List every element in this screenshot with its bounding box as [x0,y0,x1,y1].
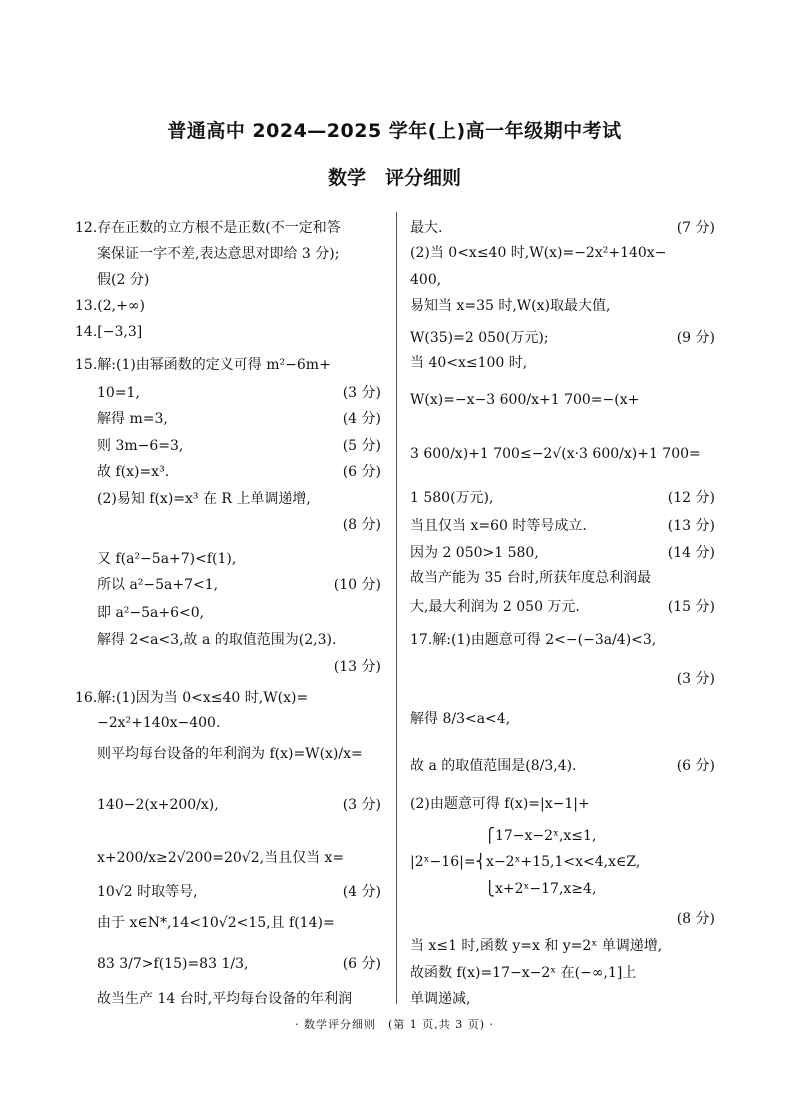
line-text: 又 f(a²−5a+7)<f(1), [97,551,237,567]
score-points: (7 分) [676,220,715,236]
text-line [410,328,715,348]
text-line [410,963,715,983]
line-text: x+200/x≥2√200=20√2,当且仅当 x= [97,850,345,866]
text-line [75,355,381,375]
text-line [75,218,381,238]
score-points: (6 分) [342,956,381,972]
text-line [75,848,381,868]
text-line [75,630,381,650]
line-text: 10√2 时取等号, [97,884,198,900]
text-line [75,688,381,708]
text-line [75,882,381,902]
text-line [410,989,715,1009]
line-text: 16.解:(1)因为当 0<x≤40 时,W(x)= [75,690,309,706]
line-text: 则 3m−6=3, [97,438,184,454]
text-line [410,568,715,588]
score-points: (8 分) [342,517,381,533]
line-text: 10=1, [97,385,140,401]
text-line [75,913,381,933]
line-text: 83 3/7>f(15)=83 1/3, [97,956,249,972]
text-line [75,744,381,764]
line-text: 假(2 分) [97,272,150,288]
text-line [75,989,381,1009]
line-text: 17.解:(1)由题意可得 2<−(−3a/4)<3, [410,632,657,648]
line-text: (2)由题意可得 f(x)=|x−1|+ [410,796,590,812]
text-line [75,549,381,569]
line-text: W(x)=−x−3 600/x+1 700=−(x+ [410,392,640,408]
score-points: (9 分) [676,330,715,346]
score-points: (8 分) [676,911,715,927]
text-line [75,603,381,623]
line-text: 3 600/x)+1 700≤−2√(x·3 600/x)+1 700= [410,446,701,462]
line-text: ⎧17−x−2ˣ,x≤1, [410,828,597,844]
text-line [410,709,715,729]
line-text: 1 580(万元), [410,490,494,506]
line-text: 解得 8/3<a<4, [410,711,511,727]
text-line [75,575,381,595]
text-line [75,409,381,429]
line-text: 单调递减, [410,991,471,1007]
score-points: (13 分) [333,659,381,675]
line-text: 12.存在正数的立方根不是正数(不一定和答 [75,220,341,236]
text-line [75,713,381,733]
page-title: 普通高中 2024—2025 学年(上)高一年级期中考试 [167,120,622,142]
text-line [410,852,715,872]
line-text: −2x²+140x−400. [97,715,221,731]
line-text: 故当生产 14 台时,平均每台设备的年利润 [97,991,353,1007]
line-text: 14.[−3,3] [75,324,143,340]
text-line [410,296,715,316]
line-text: 即 a²−5a+6<0, [97,605,205,621]
page-footer: · 数学评分细则 (第 1 页,共 3 页) · [294,1018,495,1031]
line-text: 故函数 f(x)=17−x−2ˣ 在(−∞,1]上 [410,965,637,981]
score-points: (15 分) [667,599,715,615]
score-points: (4 分) [342,411,381,427]
text-line [75,954,381,974]
line-text: 当 40<x≤100 时, [410,355,528,371]
line-text: W(35)=2 050(万元); [410,330,549,346]
score-points: (5 分) [342,438,381,454]
text-line [410,597,715,617]
score-points: (3 分) [342,385,381,401]
line-text: 13.(2,+∞) [75,298,145,314]
line-text: 140−2(x+200/x), [97,797,219,813]
text-line [410,756,715,776]
line-text: 故 f(x)=x³. [97,464,170,480]
text-line [410,630,715,650]
line-text: ⎩x+2ˣ−17,x≥4, [410,881,597,897]
line-text: 大,最大利润为 2 050 万元. [410,599,580,615]
line-text: 案保证一字不差,表达意思对即给 3 分); [97,246,340,262]
line-text: 所以 a²−5a+7<1, [97,577,219,593]
score-points: (10 分) [333,577,381,593]
score-points: (3 分) [676,671,715,687]
line-text: 当 x≤1 时,函数 y=x 和 y=2ˣ 单调递增, [410,938,663,954]
text-line [75,296,381,316]
line-text: 易知当 x=35 时,W(x)取最大值, [410,298,611,314]
text-line [75,270,381,290]
text-line [75,795,381,815]
text-line [410,390,715,410]
text-line [410,243,715,263]
text-line [410,794,715,814]
line-text: |2ˣ−16|=⎨x−2ˣ+15,1<x<4,x∈Z, [410,854,641,870]
line-text: 当且仅当 x=60 时等号成立. [410,518,587,534]
line-text: 解得 m=3, [97,411,168,427]
text-line [410,516,715,536]
text-line [410,543,715,563]
score-points: (3 分) [342,797,381,813]
score-points: (4 分) [342,884,381,900]
text-line [410,879,715,899]
line-text: (2)当 0<x≤40 时,W(x)=−2x²+140x− [410,245,667,261]
line-text: 由于 x∈N*,14<10√2<15,且 f(14)= [97,915,335,931]
line-text: 故 a 的取值范围是(8/3,4). [410,758,577,774]
score-points: (14 分) [667,545,715,561]
text-line [75,383,381,403]
text-line [410,936,715,956]
text-line [410,218,715,238]
line-text: 400, [410,272,442,288]
line-text: (2)易知 f(x)=x³ 在 R 上单调递增, [97,491,311,507]
page-subtitle: 数学 评分细则 [327,167,461,189]
line-text: 因为 2 050>1 580, [410,545,539,561]
text-line [410,444,715,464]
score-points: (6 分) [342,464,381,480]
line-text: 故当产能为 35 台时,所获年度总利润最 [410,570,652,586]
text-line [75,436,381,456]
text-line [75,489,381,509]
text-line [410,826,715,846]
score-points: (6 分) [676,758,715,774]
line-text: 15.解:(1)由幂函数的定义可得 m²−6m+ [75,357,331,373]
column-divider [396,212,397,1004]
text-line [75,322,381,342]
text-line [410,270,715,290]
text-line [410,488,715,508]
text-line [75,462,381,482]
text-line [75,244,381,264]
line-text: 则平均每台设备的年利润为 f(x)=W(x)/x= [97,746,363,762]
line-text: 最大. [410,220,443,236]
score-points: (13 分) [667,518,715,534]
text-line [410,353,715,373]
score-points: (12 分) [667,490,715,506]
line-text: 解得 2<a<3,故 a 的取值范围为(2,3). [97,632,337,648]
